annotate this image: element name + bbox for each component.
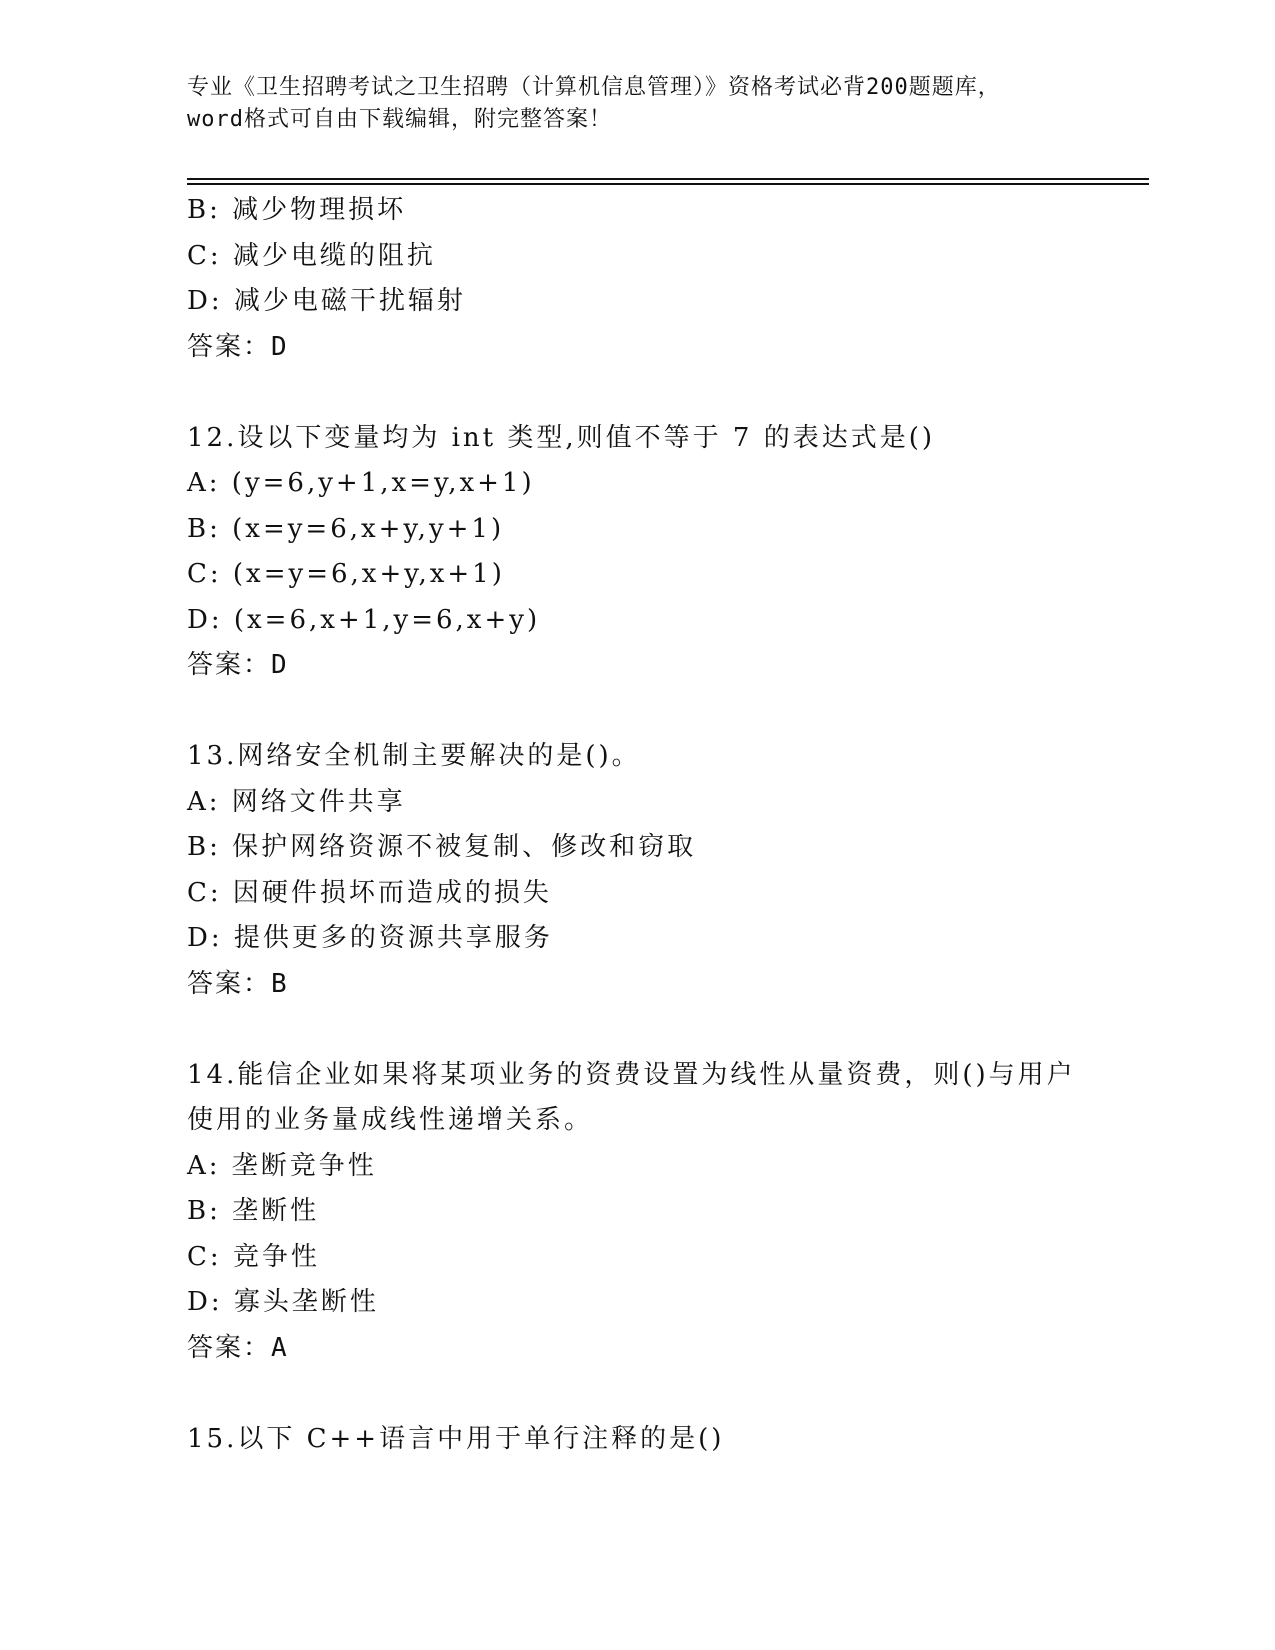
option-d: D: 寡头垄断性: [187, 1287, 379, 1317]
option-b: B: 减少物理损坏: [187, 195, 407, 225]
answer: 答案：B: [187, 968, 289, 999]
question-text: 15.以下 C++语言中用于单行注释的是(): [187, 1423, 725, 1454]
question-13: [187, 734, 1087, 1007]
spacer: [187, 1371, 1087, 1417]
answer: 答案：D: [187, 650, 289, 680]
option-d: D: (x=6,x+1,y=6,x+y): [187, 604, 541, 635]
question-11-tail: [187, 188, 1087, 370]
header-divider-top: [187, 178, 1149, 180]
question-list: [187, 188, 1087, 1462]
option-b: B: 保护网络资源不被复制、修改和窃取: [187, 832, 697, 862]
question-text-line-2: 使用的业务量成线性递增关系。: [187, 1105, 594, 1135]
option-c: C: 减少电缆的阻抗: [187, 240, 436, 271]
header-line-1: 专业《卫生招聘考试之卫生招聘（计算机信息管理）》资格考试必背200题题库，: [187, 75, 1001, 100]
option-c: C: 因硬件损坏而造成的损失: [187, 877, 552, 908]
answer: 答案：D: [187, 331, 289, 362]
spacer: [187, 1007, 1087, 1053]
option-c: C: (x=y=6,x+y,x+1): [187, 559, 505, 589]
question-15: [187, 1417, 1087, 1463]
question-12: [187, 416, 1087, 689]
option-b: B: 垄断性: [187, 1196, 320, 1226]
question-text: 13.网络安全机制主要解决的是()。: [187, 741, 641, 771]
spacer: [187, 370, 1087, 416]
option-b: B: (x=y=6,x+y,y+1): [187, 513, 505, 544]
option-a: A: (y=6,y+1,x=y,x+1): [187, 468, 535, 498]
question-text: 12.设以下变量均为 int 类型,则值不等于 7 的表达式是(): [187, 422, 936, 453]
header-line-2: word格式可自由下载编辑，附完整答案！: [187, 107, 612, 132]
answer: 答案：A: [187, 1332, 289, 1363]
header-divider-bottom: [187, 183, 1149, 185]
document-header: [187, 72, 1067, 136]
option-c: C: 竞争性: [187, 1241, 320, 1272]
option-a: A: 网络文件共享: [187, 786, 406, 817]
spacer: [187, 689, 1087, 735]
option-a: A: 垄断竞争性: [187, 1150, 377, 1181]
option-d: D: 提供更多的资源共享服务: [187, 923, 553, 953]
question-14: [187, 1053, 1087, 1372]
option-d: D: 减少电磁干扰辐射: [187, 286, 466, 316]
question-text-line-1: 14.能信企业如果将某项业务的资费设置为线性从量资费，则()与用户: [187, 1059, 1076, 1090]
